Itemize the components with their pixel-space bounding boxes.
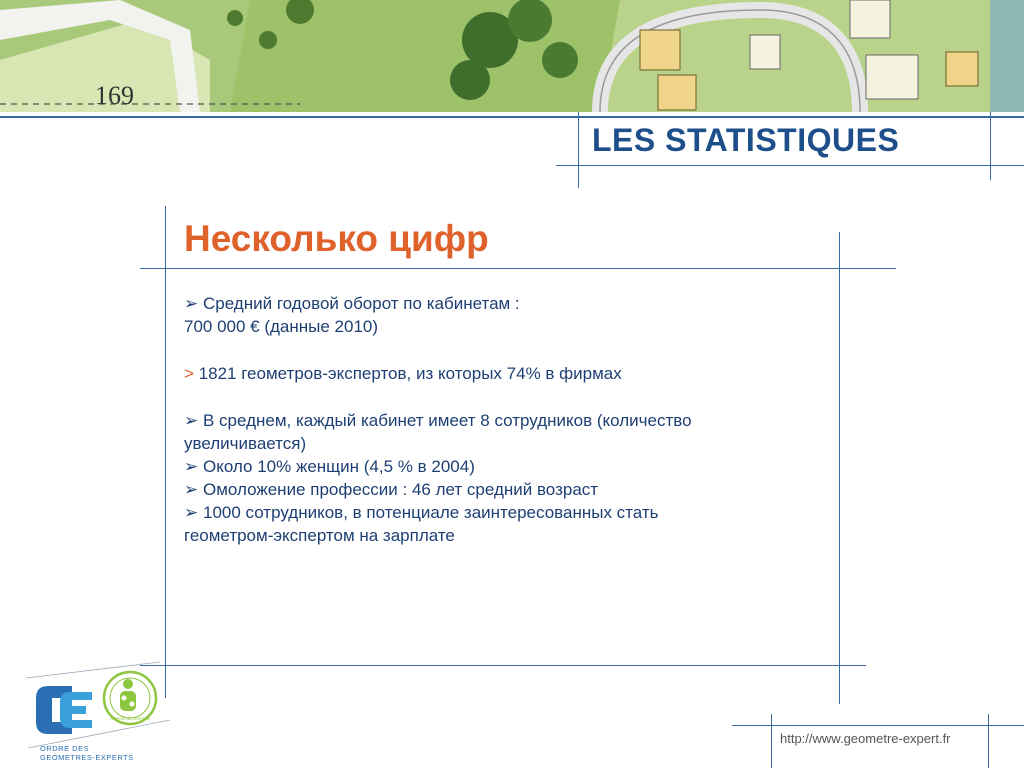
statistics-list: [184, 292, 844, 547]
list-item-text: 1821 геометров-экспертов, из которых 74% в фирмах: [198, 364, 622, 383]
list-item-continuation: 700 000 € (данные 2010): [184, 317, 379, 336]
arrow-bullet-icon: ➢: [184, 457, 199, 476]
arrow-bullet-icon: ➢: [184, 480, 199, 499]
list-item: [184, 292, 844, 315]
header-rule-right: [990, 112, 991, 180]
map-banner: [0, 0, 1024, 112]
ordre-logo-icon: [20, 660, 170, 750]
arrow-bullet-icon: ➢: [184, 411, 199, 430]
section-heading: Несколько цифр: [184, 218, 489, 259]
header-title-box: [592, 122, 899, 168]
logo-caption-line2: GEOMETRES-EXPERTS: [40, 753, 134, 762]
list-item: [184, 409, 844, 432]
list-item-text: В среднем, каждый кабинет имеет 8 сотрудников (количество: [202, 411, 692, 430]
logo-caption: [40, 744, 134, 762]
arrow-bullet-icon: ➢: [184, 503, 199, 522]
content-rule-left: [165, 206, 166, 698]
content-rule-top: [140, 268, 896, 269]
list-item-continuation: увеличивается): [184, 434, 307, 453]
arrow-bullet-icon: >: [184, 364, 194, 383]
list-item-text: 1000 сотрудников, в потенциале заинтересованных стать: [202, 503, 659, 522]
page-title: LES STATISTIQUES: [592, 122, 900, 158]
list-item: [184, 455, 844, 478]
list-item-text: Средний годовой оборот по кабинетам :: [202, 294, 520, 313]
footer-rule-horizontal: [732, 725, 1024, 726]
list-item-text: Омоложение профессии : 46 лет средний возраст: [202, 480, 599, 499]
logo-caption-line1: ORDRE DES: [40, 744, 90, 753]
website-link[interactable]: http://www.geometre-expert.fr: [780, 731, 951, 746]
footer-rule-right: [988, 714, 989, 768]
footer-rule-left: [771, 714, 772, 768]
map-illustration: [0, 0, 1024, 112]
list-item: [184, 501, 844, 524]
map-label: 169: [95, 81, 134, 110]
list-item-continuation: геометром-экспертом на зарплате: [184, 526, 455, 545]
header-rule-top: [0, 116, 1024, 118]
content-rule-bottom: [140, 665, 866, 666]
badge-text: Acteurs du Grenelle: [110, 716, 150, 721]
list-item: [184, 478, 844, 501]
list-item: [184, 362, 844, 385]
list-item-text: Около 10% женщин (4,5 % в 2004): [202, 457, 475, 476]
arrow-bullet-icon: ➢: [184, 294, 199, 313]
header-rule-left: [578, 112, 579, 188]
